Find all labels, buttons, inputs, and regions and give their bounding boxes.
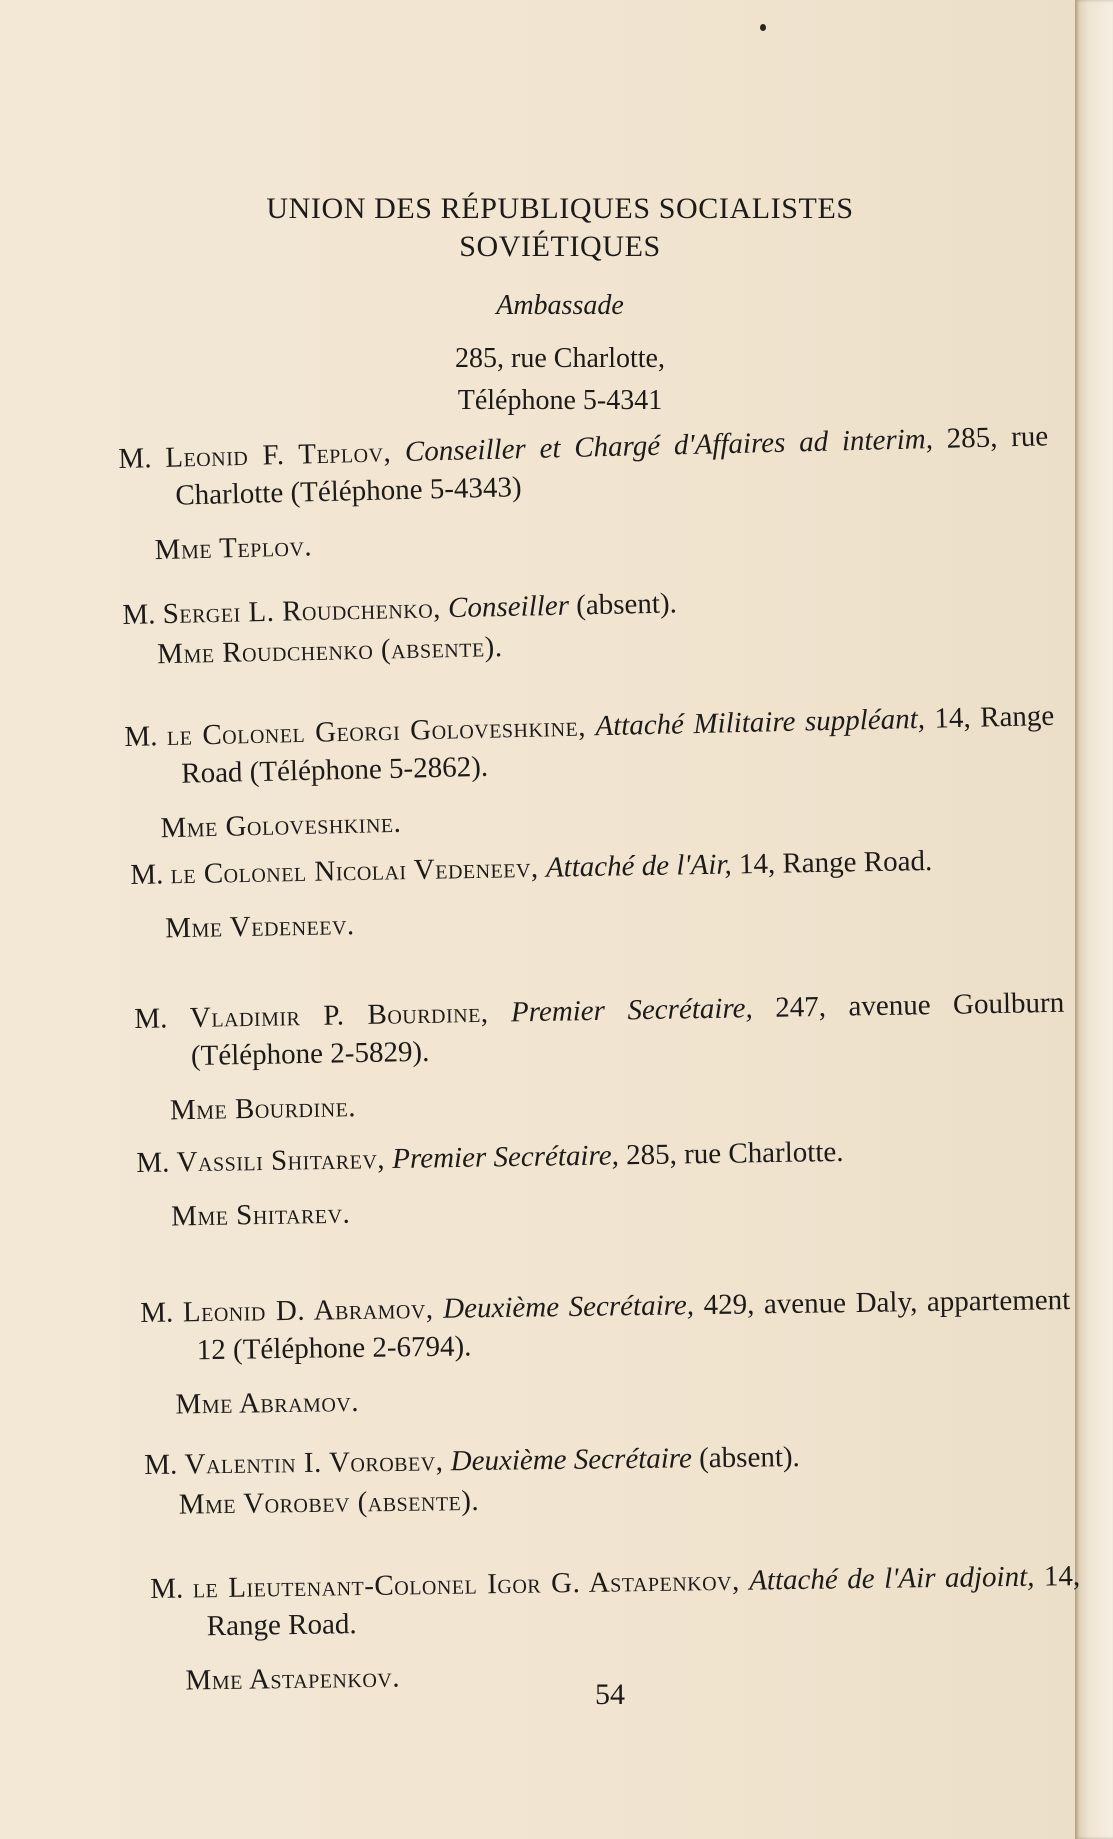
entry-name: le Colonel Georgi Goloveshkine, (166, 710, 587, 753)
mission-address: 285, rue Charlotte, (455, 343, 665, 374)
entry-spouse: Mme Astapenkov. (185, 1661, 401, 1697)
page-number: 54 (595, 1678, 625, 1711)
page-gutter (1075, 0, 1113, 1839)
country-line-1: UNION DES RÉPUBLIQUES SOCIALISTES (266, 192, 854, 225)
entry-prefix: M. (118, 442, 152, 475)
entry-details: 285, rue Charlotte (Téléphone 5-4343) (174, 420, 1049, 512)
entry-details: 14, Range Road. (206, 1560, 1081, 1643)
diplomat-entry (136, 1129, 1067, 1236)
entry-spouse: Mme Goloveshkine. (160, 806, 402, 845)
entry-title: Attaché de l'Air, (545, 848, 732, 884)
entry-prefix: M. (144, 1448, 178, 1481)
entry-details: 14, Range Road (Téléphone 5-2862). (180, 699, 1055, 790)
entry-spouse: Mme Abramov. (175, 1385, 360, 1421)
country-heading (120, 190, 1000, 266)
entry-prefix: M. (122, 598, 156, 631)
entry-spouse: Mme Vedeneev. (164, 909, 355, 945)
entry-title: Conseiller et Chargé d'Affaires ad interim, (404, 423, 934, 468)
diplomat-entry (124, 697, 1057, 848)
entry-details: 247, avenue Goulburn (Téléphone 2-5829). (190, 986, 1065, 1073)
entry-title: Premier Secrétaire, (392, 1139, 620, 1175)
diplomat-entry (130, 840, 1061, 948)
diplomat-entry (140, 1281, 1072, 1424)
entry-details: (absent). (698, 1440, 801, 1475)
entry-title: Deuxième Secrétaire, (442, 1289, 695, 1325)
entry-details: 285, rue Charlotte. (625, 1135, 844, 1172)
entry-prefix: M. (136, 1146, 170, 1179)
entry-name: Sergei L. Roudchenko, (162, 592, 442, 631)
entry-name: Valentin I. Vorobev, (184, 1445, 444, 1481)
entry-name: Leonid F. Teplov, (164, 436, 392, 474)
mission-phone: Téléphone 5-4341 (457, 385, 663, 416)
entry-details: 429, avenue Daly, appartement 12 (Téléphone 2-6794). (196, 1284, 1071, 1367)
entry-main (150, 1557, 1081, 1646)
entry-name: Vassili Shitarev, (176, 1143, 386, 1179)
entry-prefix: M. (124, 720, 158, 753)
entry-details: (absent). (575, 587, 678, 622)
entry-spouse: Mme Vorobev (absente). (178, 1484, 480, 1521)
entry-spouse: Mme Teplov. (154, 530, 313, 567)
entry-prefix: M. (134, 1002, 168, 1035)
diplomat-entry (134, 984, 1066, 1130)
entry-main (134, 984, 1065, 1076)
entry-name: le Lieutenant-Colonel Igor G. Astapenkov, (192, 1564, 740, 1605)
entry-prefix: M. (140, 1296, 174, 1329)
entry-prefix: M. (150, 1572, 184, 1605)
entry-name: Vladimir P. Bourdine, (189, 996, 489, 1035)
entry-title: Premier Secrétaire, (510, 992, 754, 1029)
entry-prefix: M. (130, 858, 164, 891)
entry-spouse: Mme Roudchenko (absente). (156, 631, 503, 671)
entry-spouse: Mme Bourdine. (169, 1091, 357, 1127)
mission-type: Ambassade (496, 290, 624, 321)
entry-details: 14, Range Road. (738, 845, 933, 881)
entry-spouse: Mme Shitarev. (170, 1197, 351, 1233)
ink-speck (760, 24, 766, 31)
entry-name: Leonid D. Abramov, (182, 1292, 434, 1329)
diplomat-entry (144, 1435, 1075, 1524)
entry-title: Deuxième Secrétaire (450, 1442, 693, 1478)
country-line-2: SOVIÉTIQUES (459, 230, 661, 263)
entry-name: le Colonel Nicolai Vedeneev, (170, 851, 539, 891)
entry-title: Attaché Militaire suppléant, (595, 702, 926, 743)
entry-title: Attaché de l'Air adjoint, (748, 1560, 1035, 1597)
entry-title: Conseiller (447, 589, 570, 625)
diplomat-entry (118, 417, 1051, 570)
entry-main (140, 1281, 1071, 1370)
